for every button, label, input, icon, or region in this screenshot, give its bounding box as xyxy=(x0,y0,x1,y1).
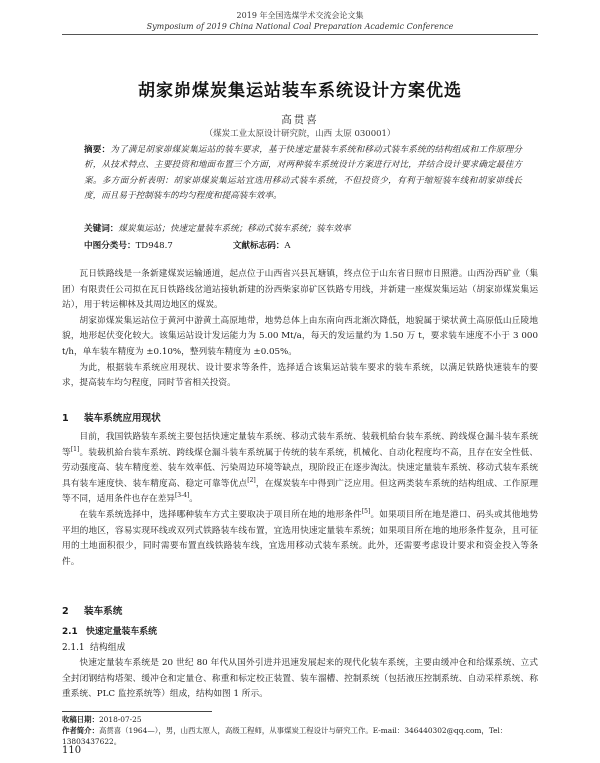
section-title: 装车系统 xyxy=(84,606,123,617)
citation: [3-4] xyxy=(174,492,190,500)
doc-code-label: 文献标志码： xyxy=(232,241,285,251)
footnote-received xyxy=(62,714,538,725)
clc-value: TD948.7 xyxy=(135,241,173,251)
author-affiliation: （煤炭工业太原设计研究院，山西 太原 030001） xyxy=(204,129,396,139)
body-paragraph xyxy=(62,508,538,570)
subsubsection-number: 2.1.1 xyxy=(62,643,85,653)
body-paragraph: 快速定量装车系统是 20 世纪 80 年代从国外引进并迅速发展起来的现代化装车系统，主要由缓冲仓和给煤系统、立式全封闭钢结构塔架、缓冲仓和定量仓、称重和标定校正装置、装车溜槽、控制系统（包括液压控制系统、自动采样系统、称重系统、PLC 监控系统等）组成，结构如图 1 所示。 xyxy=(62,658,538,700)
header-rule xyxy=(62,34,538,35)
paragraph-text: 目前，我国铁路装车系统主要包括快速定量装车系统、移动式装车系统、装载机給台装车系统、跨线煤仓漏斗装车系统等 xyxy=(62,432,538,458)
intro-paragraph: 瓦日铁路线是一条新建煤炭运输通道，起点位于山西省兴县瓦塘镇，终点位于山东省日照市日照港。山西汾西矿业（集团）有限责任公司拟在瓦日铁路线岔道站接轨新建的汾西柴家峁矿区铁路专用线，并新建一座煤炭集运站（胡家峁煤炭集运站），用于转运柳林及其周边地区的煤炭。 xyxy=(62,269,538,311)
paragraph-text: 。如果项目所在地是港口、码头或其他地势平坦的地区，容易实现环线或双列式铁路装车线布置，宜选用快速定量装车系统；如果项目所在地的地形条件复杂，且可征用的土地面积很少，同时需要布置直线铁路装车线，宜选用移动式装车系统。此外，还需要考虑设计要求和资金投入等条件。 xyxy=(62,509,539,567)
section-heading xyxy=(62,410,161,424)
running-header xyxy=(0,10,600,32)
header-line-en: Symposium of 2019 China National Coal Preparation Academic Conference xyxy=(146,22,454,31)
section-1-body xyxy=(62,430,538,570)
abstract-label: 摘要： xyxy=(84,145,111,155)
page-number: 110 xyxy=(62,745,82,756)
paragraph-text: 。 xyxy=(189,494,198,505)
section-title: 装车系统应用现状 xyxy=(84,413,161,424)
doc-code-value: A xyxy=(284,241,291,251)
author-bio-text: 高贯喜（1964—），男，山西太原人，高级工程师，从事煤炭工程设计与研究工作。E-mail：346440302@qq.com，Tel：13803437622。 xyxy=(62,726,508,746)
section-2-body xyxy=(62,656,538,703)
keywords-label: 关键词： xyxy=(84,224,119,234)
section-heading xyxy=(62,603,122,617)
keywords xyxy=(84,222,522,237)
paragraph-text: 在装车系统选择中，选择哪种装车方式主要取决于项目所在地的地形条件 xyxy=(79,509,362,520)
footnote-rule xyxy=(62,711,212,712)
citation: [1] xyxy=(70,445,80,453)
subsubsection-heading xyxy=(62,640,126,653)
subsection-heading xyxy=(62,624,157,637)
received-label: 收稿日期： xyxy=(62,715,99,724)
section-number: 2 xyxy=(62,606,69,617)
subsection-number: 2.1 xyxy=(62,627,78,637)
intro-paragraph: 胡家峁煤炭集运站位于黄河中游黄土高原地带，地势总体上由东南向西北渐次降低，地貌属于梁状黄土高原低山丘陵地貌，地形起伏变化较大。该集运站设计发运能力为 5.00 Mt/a，每天的发运量约为 1.50 万 t，要求装车速度不小于 3 000 t/h，单车装车精度为 ±0.10%，整列装车精度为 ±0.05%。 xyxy=(62,315,538,357)
abstract xyxy=(84,143,522,205)
paragraph-text: 。装载机給台装车系统、跨线煤仓漏斗装车系统属于传统的装车系统，机械化、自动化程度均不高，且存在安全性低、劳动强度高、装车精度差、装车效率低、污染周边环境等缺点，现阶段正在逐步淘汰。快速定量装车系统、移动式装车系统具有装车速度快、装车精度高、稳定可靠等优点 xyxy=(62,447,539,489)
body-paragraph xyxy=(62,430,538,508)
clc-label: 中图分类号： xyxy=(84,241,136,251)
intro-paragraph: 为此，根据装车系统应用现状、设计要求等条件，选择适合该集运站装车要求的装车系统，以满足铁路快速装车的要求，提高装车均匀程度，同时节省相关投资。 xyxy=(62,362,538,389)
citation: [5] xyxy=(361,508,371,516)
keywords-text: 煤炭集运站；快速定量装车系统；移动式装车系统；装车效率 xyxy=(118,224,351,234)
subsection-title: 快速定量装车系统 xyxy=(86,627,157,637)
received-date: 2018-07-25 xyxy=(98,715,142,724)
paragraph-text: ，在煤炭装车中得到广泛应用。但这两类装车系统的结构组成、工作原理等不同，适用条件也存在差异 xyxy=(62,478,539,505)
paper-title: 胡家峁煤炭集运站装车系统设计方案优选 xyxy=(138,81,462,101)
footnote-author xyxy=(62,725,538,747)
abstract-text: 为了满足胡家峁煤炭集运站的装车要求，基于快速定量装车系统和移动式装车系统的结构组成和工作原理分析，从技术特点、主要投资和地面布置三个方面，对两种装车系统设计方案进行对比，并结合设计要求确定最佳方案。多方面分析表明：胡家峁煤炭集运站宜选用移动式装车系统，不但投资少，有利于缩短装车线和胡家峁线长度，而且易于控制装车的均匀程度和提高装车效率。 xyxy=(84,145,522,202)
subsubsection-title: 结构组成 xyxy=(90,643,126,653)
citation: [2] xyxy=(247,476,256,484)
author-name: 高贯喜 xyxy=(281,114,319,126)
classification-line xyxy=(84,239,522,253)
header-line-cn: 2019 年全国选煤学术交流会论文集 xyxy=(236,11,364,20)
introduction xyxy=(62,267,538,392)
author-bio-label: 作者简介： xyxy=(62,726,99,735)
section-number: 1 xyxy=(62,413,69,424)
